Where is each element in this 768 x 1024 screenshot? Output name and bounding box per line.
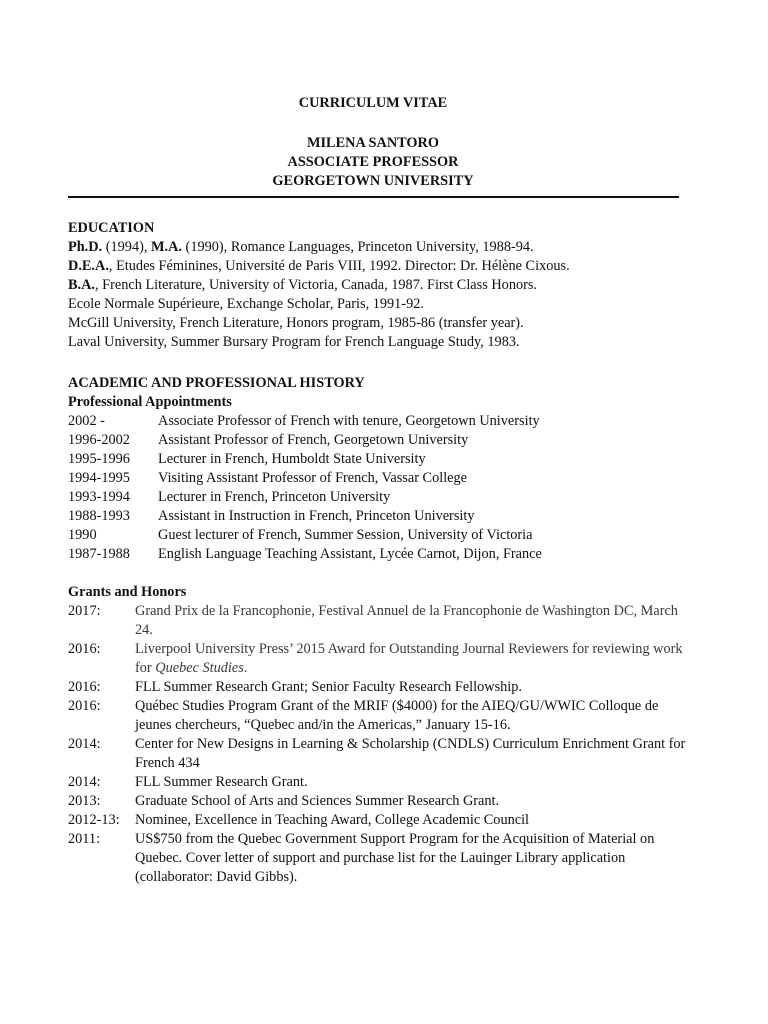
history-section [68, 374, 708, 564]
appointment-desc: English Language Teaching Assistant, Lycée Carnot, Dijon, France [158, 546, 542, 562]
appointment-years: 1996-2002 [68, 432, 130, 448]
appointment-desc: Assistant Professor of French, Georgetown University [158, 432, 469, 448]
grant-text: Nominee, Excellence in Teaching Award, College Academic Council [135, 812, 530, 828]
document-title: CURRICULUM VITAE [298, 95, 448, 111]
appointment-desc: Assistant in Instruction in French, Princeton University [158, 508, 475, 524]
grant-text: US$750 from the Quebec Government Support Program for the Acquisition of Material on Quebec. Cover letter of support and purchase list for the Lauinger Library application (collaborator: David Gibbs). [135, 831, 655, 885]
grant-year: 2016: [68, 641, 101, 657]
person-institution: GEORGETOWN UNIVERSITY [272, 173, 474, 189]
dea-rest: , Etudes Féminines, Université de Paris VIII, 1992. Director: Dr. Hélène Cixous. [108, 258, 570, 274]
grant-year: 2013: [68, 793, 101, 809]
grant-year: 2014: [68, 736, 101, 752]
header-block [68, 134, 678, 191]
grant-year: 2011: [68, 831, 101, 847]
grant-text: Québec Studies Program Grant of the MRIF ($4000) for the AIEQ/GU/WWIC Colloque de jeunes chercheurs, “Quebec and/in the Americas,” January 15-16. [135, 698, 659, 733]
ba-label: B.A. [68, 277, 96, 293]
grant-row [68, 773, 708, 792]
grant-year: 2012-13: [68, 812, 120, 828]
education-heading: EDUCATION [68, 220, 155, 236]
appointment-years: 1987-1988 [68, 546, 130, 562]
grant-text: Center for New Designs in Learning & Scholarship (CNDLS) Curriculum Enrichment Grant for French 434 [135, 736, 686, 771]
grant-text-part: . [243, 660, 248, 676]
appointment-desc: Lecturer in French, Humboldt State University [158, 451, 426, 467]
appointment-row [68, 545, 708, 564]
person-position: ASSOCIATE PROFESSOR [287, 154, 459, 170]
grants-heading: Grants and Honors [68, 584, 187, 600]
education-dea [68, 257, 708, 276]
education-phd [68, 238, 708, 257]
grant-year: 2017: [68, 603, 101, 619]
grant-row [68, 602, 708, 640]
appointment-row [68, 526, 708, 545]
grant-text [135, 640, 695, 678]
grant-row [68, 811, 708, 830]
appointments-heading: Professional Appointments [68, 394, 232, 410]
grant-row [68, 735, 708, 773]
appointment-desc: Visiting Assistant Professor of French, Vassar College [158, 470, 468, 486]
grant-text: Grand Prix de la Francophonie, Festival Annuel de la Francophonie de Washington DC, March 24. [135, 603, 678, 638]
education-other-item: McGill University, French Literature, Honors program, 1985-86 (transfer year). [68, 315, 524, 331]
grant-row [68, 792, 708, 811]
grant-row [68, 697, 708, 735]
appointment-years: 1993-1994 [68, 489, 130, 505]
appointment-desc: Guest lecturer of French, Summer Session, University of Victoria [158, 527, 533, 543]
appointment-row [68, 450, 708, 469]
phd-year: (1994), [102, 239, 152, 255]
grant-text: Graduate School of Arts and Sciences Summer Research Grant. [135, 793, 500, 809]
appointment-row [68, 431, 708, 450]
grant-row [68, 830, 708, 887]
grant-year: 2014: [68, 774, 101, 790]
grant-text-part: Liverpool University Press’ 2015 Award for Outstanding Journal Reviewers for reviewing work for [135, 641, 683, 676]
person-name: MILENA SANTORO [306, 135, 439, 151]
grant-text: FLL Summer Research Grant; Senior Faculty Research Fellowship. [135, 679, 522, 695]
appointment-row [68, 469, 708, 488]
grant-year: 2016: [68, 679, 101, 695]
education-section [68, 219, 708, 352]
education-other-item: Ecole Normale Supérieure, Exchange Scholar, Paris, 1991-92. [68, 296, 424, 312]
grants-section [68, 583, 708, 887]
appointment-row [68, 507, 708, 526]
appointment-years: 2002 - [68, 413, 105, 429]
phd-label: Ph.D. [68, 239, 103, 255]
appointment-row [68, 488, 708, 507]
grant-row [68, 678, 708, 697]
grant-year: 2016: [68, 698, 101, 714]
appointment-desc: Associate Professor of French with tenure, Georgetown University [158, 413, 540, 429]
header-divider [68, 196, 679, 198]
ba-rest: , French Literature, University of Victoria, Canada, 1987. First Class Honors. [95, 277, 538, 293]
appointment-years: 1994-1995 [68, 470, 130, 486]
history-heading: ACADEMIC AND PROFESSIONAL HISTORY [68, 375, 365, 391]
phd-rest: (1990), Romance Languages, Princeton University, 1988-94. [181, 239, 534, 255]
appointment-desc: Lecturer in French, Princeton University [158, 489, 391, 505]
appointment-years: 1995-1996 [68, 451, 130, 467]
appointment-years: 1990 [68, 527, 97, 543]
ma-label: M.A. [151, 239, 182, 255]
journal-title: Quebec Studies [155, 660, 244, 676]
grant-row [68, 640, 708, 678]
appointment-row [68, 412, 708, 431]
education-other-item: Laval University, Summer Bursary Program for French Language Study, 1983. [68, 334, 520, 350]
appointment-years: 1988-1993 [68, 508, 130, 524]
dea-label: D.E.A. [68, 258, 109, 274]
grant-text: FLL Summer Research Grant. [135, 774, 308, 790]
education-ba [68, 276, 708, 295]
